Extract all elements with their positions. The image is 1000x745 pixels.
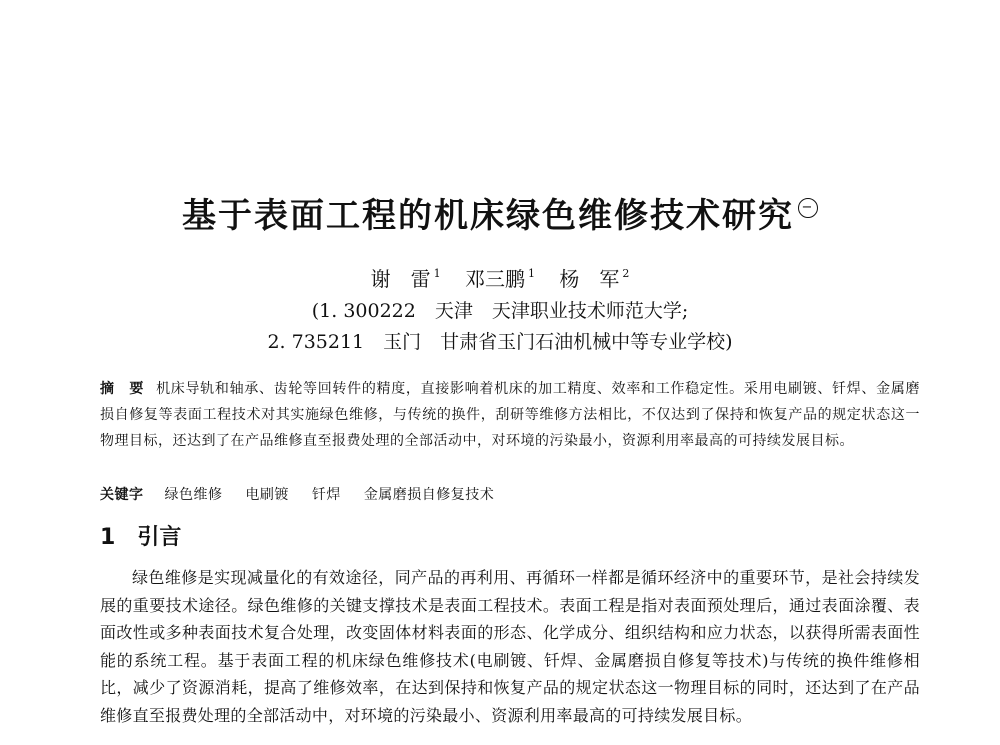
keyword: 钎焊 — [311, 487, 341, 503]
author-3 — [559, 267, 629, 291]
author-name: 谢 雷 — [370, 267, 431, 291]
author-affiliation-mark: 1 — [433, 267, 441, 280]
title-text: 基于表面工程的机床绿色维修技术研究 — [182, 196, 794, 236]
section-heading — [100, 520, 181, 551]
paper-title — [0, 188, 1000, 237]
author-list — [0, 263, 1000, 292]
section-title: 引言 — [137, 525, 182, 550]
keyword: 电刷镀 — [245, 487, 289, 503]
author-1 — [371, 267, 441, 291]
author-2 — [465, 267, 535, 291]
keywords-label: 关键字 — [100, 487, 144, 503]
author-name: 邓三鹏 — [465, 267, 525, 291]
footnote-circle-icon: − — [798, 198, 818, 218]
affiliation-2: 2. 735211 玉门 甘肃省玉门石油机械中等专业学校) — [267, 331, 733, 353]
keyword: 绿色维修 — [164, 487, 223, 503]
section-number: 1 — [100, 525, 116, 550]
author-affiliation-mark: 1 — [528, 267, 535, 280]
abstract-label: 摘 要 — [100, 381, 145, 397]
affiliation-1: (1. 300222 天津 天津职业技术师范大学; — [311, 300, 689, 322]
keywords — [100, 483, 920, 507]
abstract-text: 机床导轨和轴承、齿轮等回转件的精度，直接影响着机床的加工精度、效率和工作稳定性。采用电刷镀、钎焊、金属磨损自修复等表面工程技术对其实施绿色维修，与传统的换件，刮研等维修方法相比，不仅达到了保持和恢复产品的规定状态这一物理目标，还达到了在产品维修直至报费处理的全部活动中，对环境的污染最小，资源利用率最高的可持续发展目标。 — [100, 381, 921, 449]
author-name: 杨 军 — [559, 267, 620, 291]
body-paragraph: 绿色维修是实现减量化的有效途径，同产品的再利用、再循环一样都是循环经济中的重要环节，是社会持续发展的重要技术途径。绿色维修的关键支撑技术是表面工程技术。表面工程是指对表面预处理后，通过表面涂覆、表面改性或多种表面技术复合处理，改变固体材料表面的形态、化学成分、组织结构和应力状态，以获得所需表面性能的系统工程。基于表面工程的机床绿色维修技术(电刷镀、钎焊、金属磨损自修复等技术)与传统的换件维修相比，减少了资源消耗，提高了维修效率，在达到保持和恢复产品的规定状态这一物理目标的同时，还达到了在产品维修直至报费处理的全部活动中，对环境的污染最小、资源利用率最高的可持续发展目标。 — [100, 568, 920, 725]
keyword: 金属磨损自修复技术 — [363, 487, 495, 503]
author-affiliation-mark: 2 — [622, 267, 630, 280]
abstract — [100, 376, 920, 454]
